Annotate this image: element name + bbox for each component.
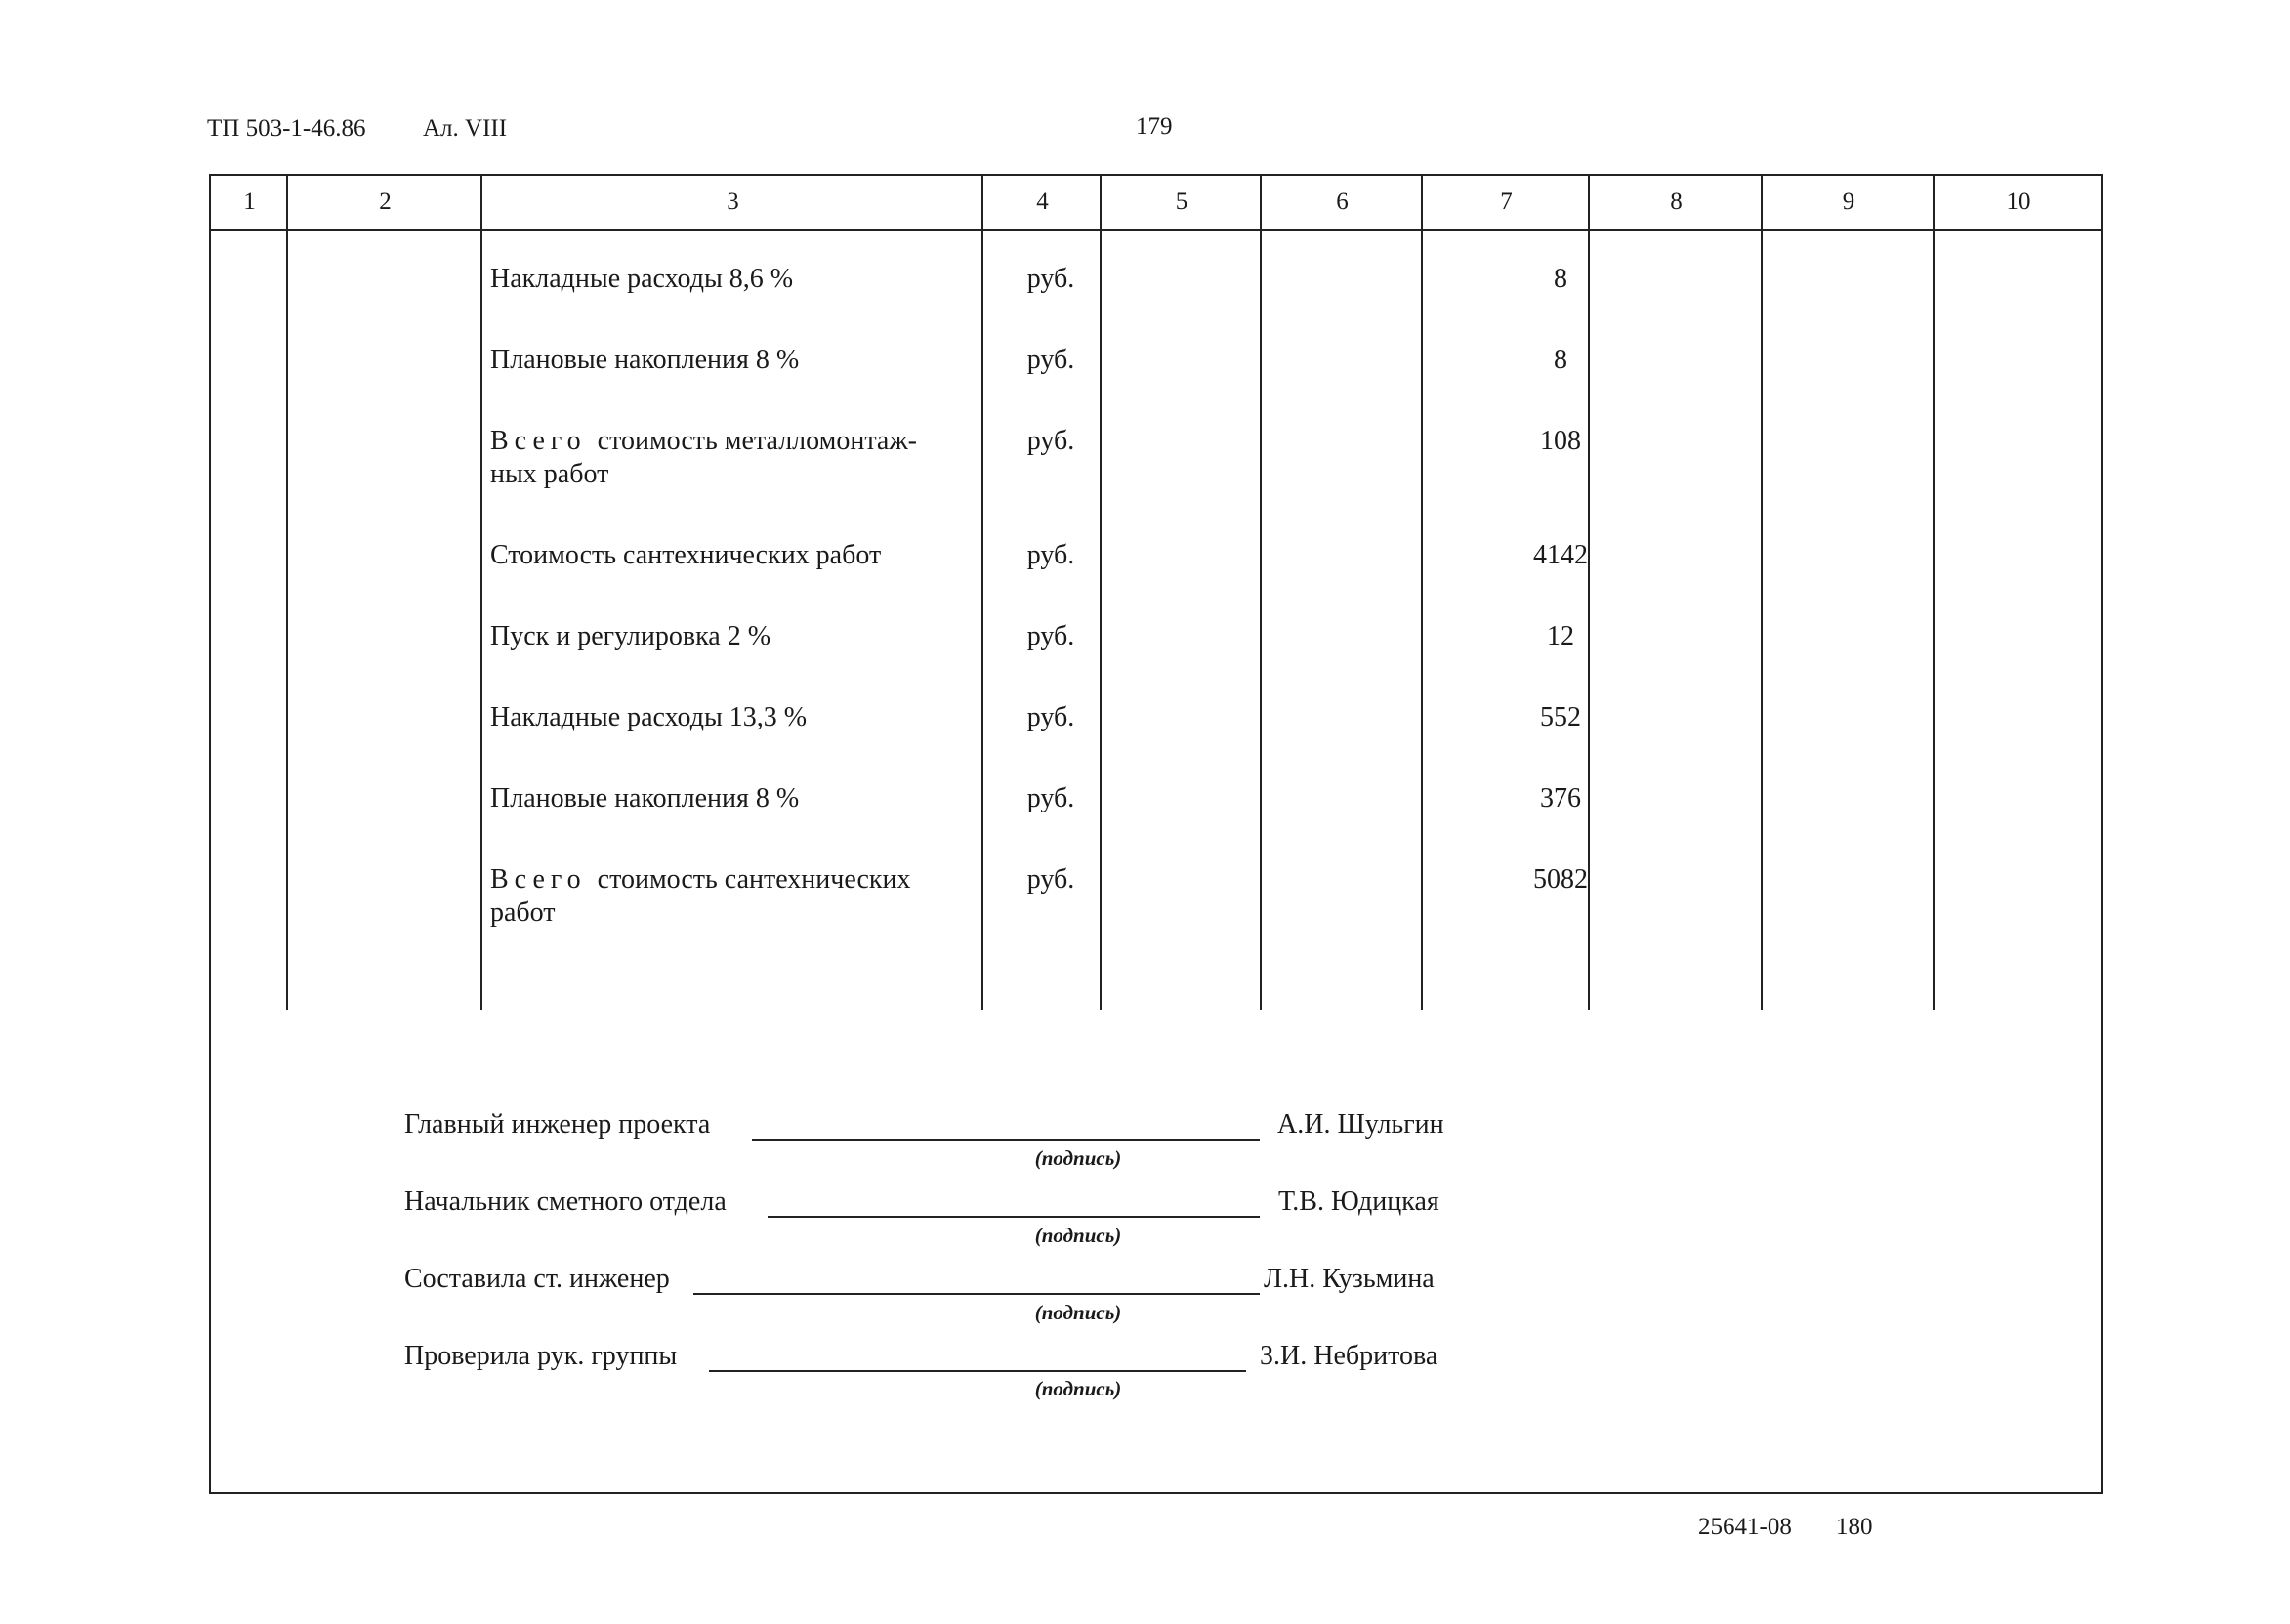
page-number: 179	[1136, 113, 1173, 140]
row-prefix: Всего	[490, 426, 587, 456]
signature-role: Составила ст. инженер	[404, 1264, 670, 1294]
row-description	[490, 539, 978, 572]
column-header-row	[211, 176, 2101, 231]
signature-name: А.И. Шульгин	[1277, 1109, 1444, 1140]
row-value: 8	[1554, 345, 1567, 375]
footer-page-number: 180	[1836, 1514, 1873, 1540]
row-value: 5082	[1533, 864, 1588, 895]
column-divider	[981, 176, 983, 1010]
row-unit: руб.	[1026, 345, 1075, 375]
document-code: ТП 503-1-46.86	[207, 115, 366, 142]
row-unit: руб.	[1026, 264, 1075, 294]
signature-name: З.И. Небритова	[1260, 1341, 1438, 1371]
row-text: Плановые накопления 8 %	[490, 783, 800, 813]
column-divider	[1421, 176, 1423, 1010]
row-unit: руб.	[1026, 702, 1075, 732]
row-value: 8	[1554, 264, 1567, 294]
signature-caption: (подпись)	[1034, 1377, 1122, 1400]
row-value: 552	[1540, 702, 1581, 732]
column-header-5: 5	[1175, 188, 1188, 215]
row-description	[490, 863, 978, 930]
row-unit: руб.	[1026, 621, 1075, 651]
row-description	[490, 425, 978, 491]
column-divider	[480, 176, 482, 1010]
row-text: Накладные расходы 8,6 %	[490, 264, 794, 294]
row-text: Плановые накопления 8 %	[490, 345, 800, 375]
column-header-8: 8	[1670, 188, 1683, 215]
row-description	[490, 263, 978, 296]
row-unit: руб.	[1026, 783, 1075, 813]
column-header-1: 1	[243, 188, 256, 215]
album-number: Ал. VIII	[423, 115, 508, 142]
row-text: Пуск и регулировка 2 %	[490, 621, 771, 651]
column-header-2: 2	[379, 188, 392, 215]
row-unit: руб.	[1026, 864, 1075, 895]
row-description	[490, 344, 978, 377]
signature-line	[709, 1370, 1246, 1372]
row-value: 4142	[1533, 540, 1588, 570]
column-header-7: 7	[1500, 188, 1513, 215]
signature-caption: (подпись)	[1034, 1224, 1122, 1247]
column-divider	[286, 176, 288, 1010]
column-divider	[1260, 176, 1262, 1010]
footer-document-code: 25641-08	[1698, 1514, 1792, 1540]
signature-line	[752, 1139, 1260, 1141]
row-text: стоимость сантехнических работ	[490, 864, 911, 928]
row-value: 376	[1540, 783, 1581, 813]
column-header-10: 10	[2006, 188, 2031, 215]
row-value: 108	[1540, 426, 1581, 456]
row-text: Накладные расходы 13,3 %	[490, 702, 808, 732]
row-prefix: Всего	[490, 864, 587, 895]
signature-caption: (подпись)	[1034, 1146, 1122, 1170]
signature-caption: (подпись)	[1034, 1301, 1122, 1324]
row-text: стоимость металломонтаж- ных работ	[490, 426, 917, 489]
column-header-3: 3	[727, 188, 739, 215]
row-description	[490, 782, 978, 815]
column-header-9: 9	[1842, 188, 1855, 215]
estimate-table	[209, 174, 2103, 1494]
column-header-4: 4	[1036, 188, 1049, 215]
signature-line	[693, 1293, 1260, 1295]
row-description	[490, 701, 978, 734]
column-divider	[1933, 176, 1935, 1010]
signature-role: Главный инженер проекта	[404, 1109, 711, 1140]
column-header-6: 6	[1336, 188, 1349, 215]
signature-name: Л.Н. Кузьмина	[1264, 1264, 1435, 1294]
row-unit: руб.	[1026, 426, 1075, 456]
signature-name: Т.В. Юдицкая	[1278, 1187, 1439, 1217]
column-divider	[1100, 176, 1102, 1010]
signature-role: Начальник сметного отдела	[404, 1187, 727, 1217]
signature-line	[768, 1216, 1260, 1218]
row-text: Стоимость сантехнических работ	[490, 540, 882, 570]
column-divider	[1761, 176, 1763, 1010]
row-unit: руб.	[1026, 540, 1075, 570]
row-description	[490, 620, 978, 653]
row-value: 12	[1547, 621, 1574, 651]
signature-role: Проверила рук. группы	[404, 1341, 678, 1371]
